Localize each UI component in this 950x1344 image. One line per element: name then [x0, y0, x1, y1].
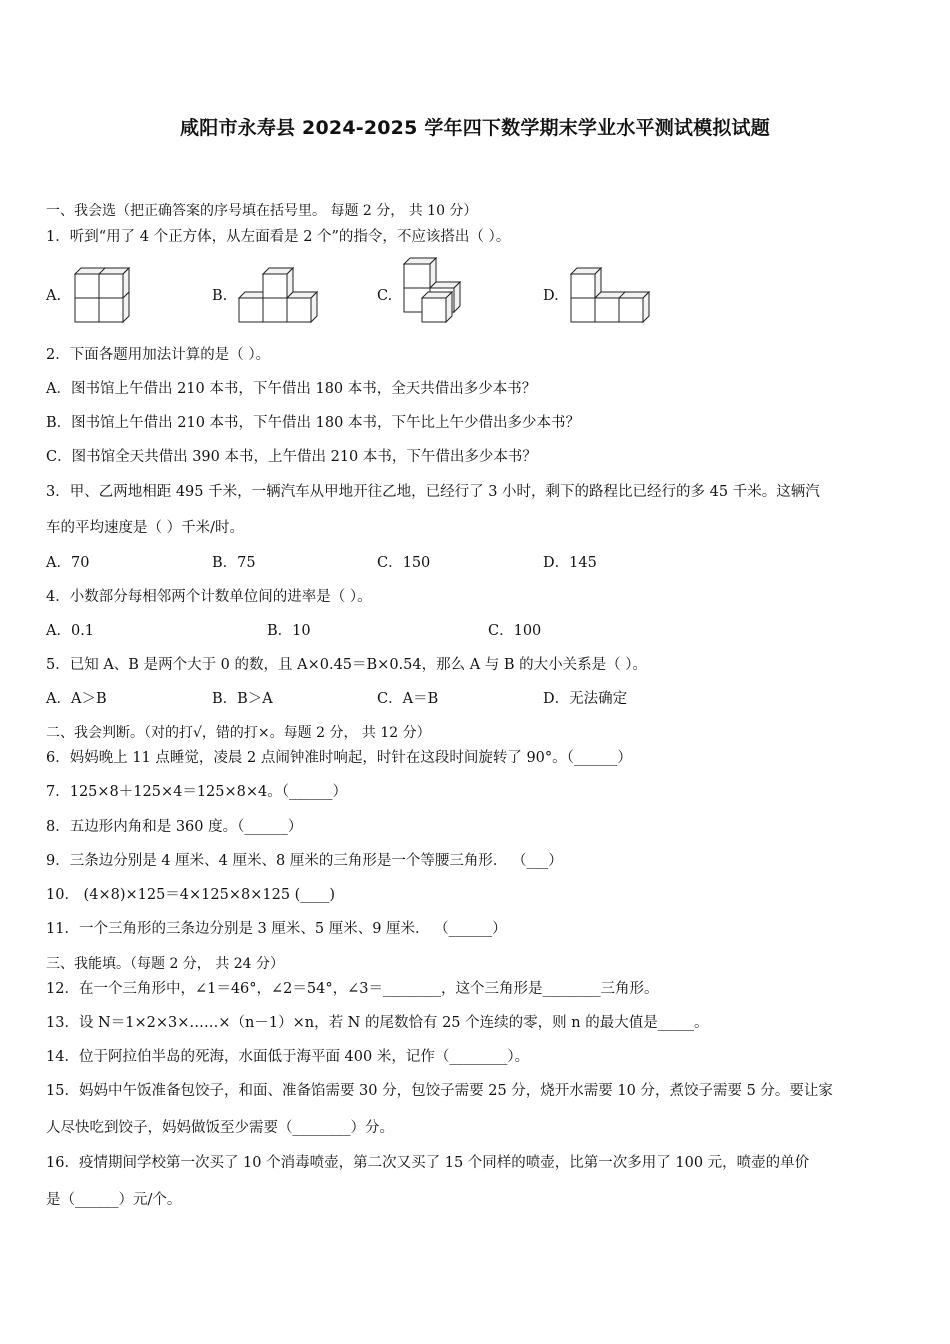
question-3-line-1: 3．甲、乙两地相距 495 千米，一辆汽车从甲地开往乙地，已经行了 3 小时，剩下的路程比已经行的多 45 千米。这辆汽 [46, 484, 820, 500]
section-2-heading: 二、我会判断。（对的打√，错的打×。每题 2 分， 共 12 分） [46, 725, 431, 741]
question-6: 6．妈妈晚上 11 点睡觉，凌晨 2 点闹钟准时响起，时针在这段时间旋转了 90°。（______） [46, 750, 632, 766]
question-9: 9．三条边分别是 4 厘米、4 厘米、8 厘米的三角形是一个等腰三角形． （___） [46, 853, 563, 869]
q2-option-c: C．图书馆全天共借出 390 本书，上午借出 210 本书，下午借出多少本书？ [46, 449, 537, 465]
question-5: 5．已知 A、B 是两个大于 0 的数，且 A×0.45＝B×0.54，那么 A 与 B 的大小关系是（ ）。 [46, 657, 648, 673]
question-1: 1．听到“用了 4 个正方体，从左面看是 2 个”的指令，不应该搭出（ ）。 [46, 229, 511, 245]
question-11: 11．一个三角形的三条边分别是 3 厘米、5 厘米、9 厘米． （______） [46, 921, 507, 937]
question-15-line-2: 人尽快吃到饺子，妈妈做饭至少需要（________）分。 [46, 1120, 394, 1136]
q3-option-a: A．70 [46, 555, 90, 571]
question-12: 12．在一个三角形中，∠1＝46°，∠2＝54°，∠3＝________，这个三角形是________三角形。 [46, 981, 659, 997]
q4-option-b: B．10 [267, 623, 311, 639]
q5-option-a: A．A＞B [46, 691, 107, 707]
shape-a-figure [73, 266, 135, 324]
question-8: 8．五边形内角和是 360 度。（______） [46, 819, 303, 835]
q4-option-a: A．0.1 [46, 623, 95, 639]
q1-option-a-label: A. [46, 288, 62, 304]
q5-option-c: C．A＝B [377, 691, 439, 707]
shape-d-figure [569, 266, 653, 324]
question-10: 10． (4×8)×125＝4×125×8×125 (____) [46, 887, 335, 903]
shape-c-figure [402, 256, 466, 326]
section-3-heading: 三、我能填。（每题 2 分， 共 24 分） [46, 956, 284, 972]
q4-option-c: C．100 [488, 623, 542, 639]
q3-option-b: B．75 [212, 555, 256, 571]
section-1-heading: 一、我会选（把正确答案的序号填在括号里。 每题 2 分， 共 10 分） [46, 203, 478, 219]
question-4: 4．小数部分每相邻两个计数单位间的进率是（ ）。 [46, 589, 372, 605]
q2-option-a: A．图书馆上午借出 210 本书，下午借出 180 本书，全天共借出多少本书？ [46, 381, 537, 397]
q1-option-d-label: D. [543, 288, 559, 304]
question-15-line-1: 15．妈妈中午饭准备包饺子，和面、准备馅需要 30 分，包饺子需要 25 分，烧开水需要 10 分，煮饺子需要 5 分。要让家 [46, 1083, 833, 1099]
page-title: 咸阳市永寿县 2024-2025 学年四下数学期末学业水平测试模拟试题 [180, 117, 770, 139]
q3-option-c: C．150 [377, 555, 431, 571]
q5-option-d: D．无法确定 [543, 691, 628, 707]
question-16-line-1: 16．疫情期间学校第一次买了 10 个消毒喷壶，第二次又买了 15 个同样的喷壶，比第一次多用了 100 元，喷壶的单价 [46, 1155, 810, 1171]
question-7: 7．125×8＋125×4＝125×8×4。（______） [46, 784, 348, 800]
question-16-line-2: 是（______）元/个。 [46, 1192, 182, 1208]
question-2: 2．下面各题用加法计算的是（ ）。 [46, 347, 271, 363]
q1-option-c-label: C. [377, 288, 393, 304]
shape-b-figure [237, 266, 321, 324]
q3-option-d: D．145 [543, 555, 597, 571]
question-14: 14．位于阿拉伯半岛的死海，水面低于海平面 400 米，记作（________）。 [46, 1049, 530, 1065]
question-3-line-2: 车的平均速度是（ ）千米/时。 [46, 520, 244, 536]
q1-option-b-label: B. [212, 288, 228, 304]
q2-option-b: B．图书馆上午借出 210 本书，下午借出 180 本书，下午比上午少借出多少本书？ [46, 415, 580, 431]
question-13: 13．设 N＝1×2×3×……×（n－1）×n，若 N 的尾数恰有 25 个连续的零，则 n 的最大值是_____。 [46, 1015, 709, 1031]
q5-option-b: B．B＞A [212, 691, 273, 707]
